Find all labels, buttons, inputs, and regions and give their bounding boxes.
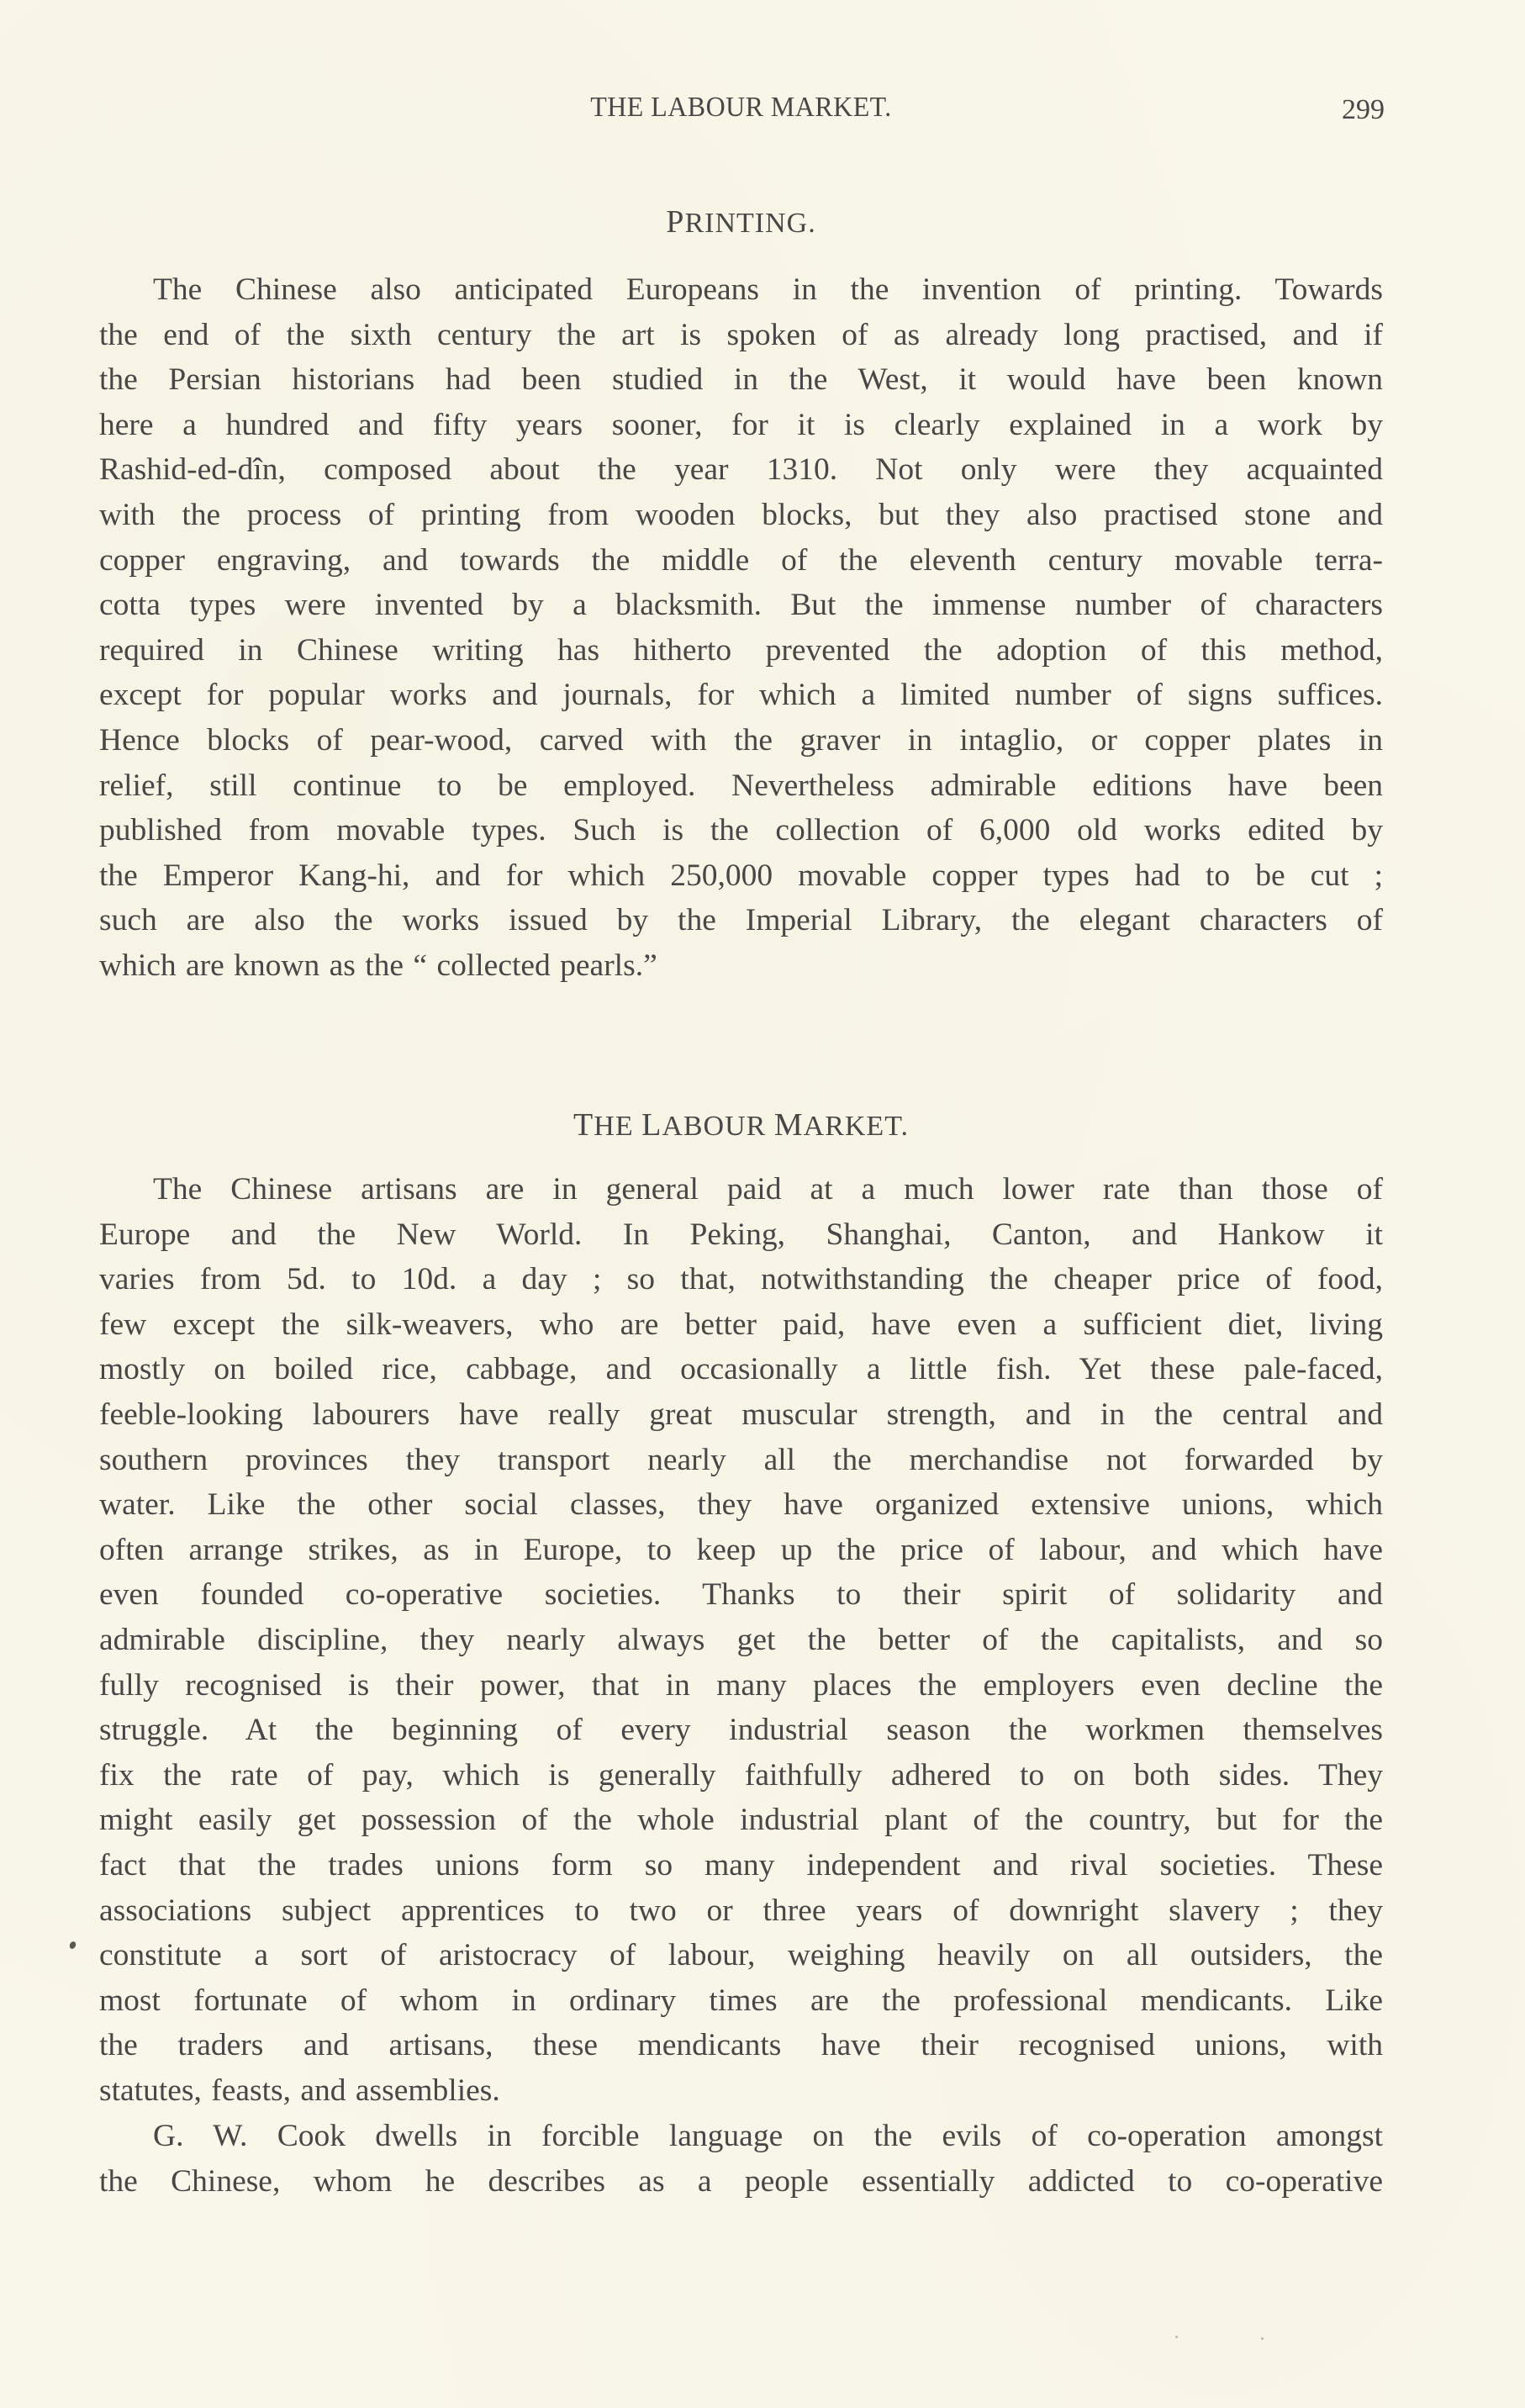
text-line: the Persian historians had been studied in the West, it would have been known (99, 362, 1383, 398)
text-line: fact that the trades unions form so many independent and rival societies. These (99, 1847, 1383, 1883)
text-line: here a hundred and fifty years sooner, for it is clearly explained in a work by (99, 407, 1383, 442)
text-line: The Chinese artisans are in general paid at a much lower rate than those of (153, 1172, 1383, 1207)
text-line: even founded co-operative societies. Thanks to their spirit of solidarity and (99, 1577, 1383, 1613)
paper-speck (1261, 2337, 1264, 2340)
text-line: constitute a sort of aristocracy of labour, weighing heavily on all outsiders, the (99, 1938, 1383, 1973)
text-line: with the process of printing from wooden blocks, but they also practised stone and (99, 497, 1383, 532)
text-line: required in Chinese writing has hitherto prevented the adoption of this method, (99, 632, 1383, 668)
running-head (99, 91, 1383, 124)
text-line: Hence blocks of pear-wood, carved with the graver in intaglio, or copper plates in (99, 722, 1383, 758)
running-head-title: THE LABOUR MARKET. (590, 92, 892, 123)
text-line: relief, still continue to be employed. Nevertheless admirable editions have been (99, 768, 1383, 803)
text-line: associations subject apprentices to two or three years of downright slavery ; they (99, 1893, 1383, 1928)
text-line: cotta types were invented by a blacksmith. But the immense number of characters (99, 588, 1383, 623)
text-line: the Emperor Kang-hi, and for which 250,000 movable copper types had to be cut ; (99, 858, 1383, 893)
text-line: feeble-looking labourers have really great muscular strength, and in the central and (99, 1397, 1383, 1432)
paragraph-printing (99, 267, 1383, 989)
text-line: statutes, feasts, and assemblies. (99, 2073, 500, 2108)
text-line: water. Like the other social classes, they have organized extensive unions, which (99, 1487, 1383, 1523)
text-line: varies from 5d. to 10d. a day ; so that, notwithstanding the cheaper price of food, (99, 1262, 1383, 1297)
text-line: The Chinese also anticipated Europeans in the invention of printing. Towards (153, 272, 1383, 307)
text-line: Rashid-ed-dîn, composed about the year 1310. Not only were they acquainted (99, 452, 1383, 488)
text-line: such are also the works issued by the Imperial Library, the elegant characters of (99, 903, 1383, 938)
text-line: few except the silk-weavers, who are better paid, have even a sufficient diet, living (99, 1307, 1383, 1342)
ink-blemish (68, 1941, 77, 1950)
text-line: struggle. At the beginning of every industrial season the workmen themselves (99, 1713, 1383, 1748)
text-line: which are known as the “ collected pearls.” (99, 948, 657, 983)
section-heading-labour-market: THE LABOUR MARKET. (573, 1107, 909, 1143)
section-heading-printing: PRINTING. (666, 204, 816, 240)
text-line: copper engraving, and towards the middle of the eleventh century movable terra- (99, 542, 1383, 578)
text-line: the end of the sixth century the art is spoken of as already long practised, and if (99, 317, 1383, 352)
text-line: G. W. Cook dwells in forcible language on the evils of co-operation amongst (153, 2119, 1383, 2153)
text-line: fix the rate of pay, which is generally faithfully adhered to on both sides. They (99, 1757, 1383, 1793)
text-line: might easily get possession of the whole industrial plant of the country, but for the (99, 1803, 1383, 1838)
text-line: often arrange strikes, as in Europe, to keep up the price of labour, and which have (99, 1532, 1383, 1567)
text-line: mostly on boiled rice, cabbage, and occasionally a little fish. Yet these pale-faced, (99, 1352, 1383, 1387)
text-line: published from movable types. Such is the collection of 6,000 old works edited by (99, 813, 1383, 848)
text-line: the traders and artisans, these mendicants have their recognised unions, with (99, 2028, 1383, 2063)
text-line: admirable discipline, they nearly always get the better of the capitalists, and so (99, 1622, 1383, 1657)
text-line: fully recognised is their power, that in many places the employers even decline the (99, 1667, 1383, 1703)
paragraph-labour-market (99, 1167, 1383, 2113)
text-line: most fortunate of whom in ordinary times are the professional mendicants. Like (99, 1983, 1383, 2018)
text-line: the Chinese, whom he describes as a people essentially addicted to co-operative (99, 2163, 1383, 2199)
paragraph-cook (99, 2114, 1383, 2204)
page-number: 299 (1342, 94, 1385, 125)
text-line: Europe and the New World. In Peking, Shanghai, Canton, and Hankow it (99, 1217, 1383, 1252)
text-line: southern provinces they transport nearly all the merchandise not forwarded by (99, 1442, 1383, 1477)
text-line: except for popular works and journals, for which a limited number of signs suffices. (99, 678, 1383, 713)
paper-speck (1175, 2336, 1178, 2338)
